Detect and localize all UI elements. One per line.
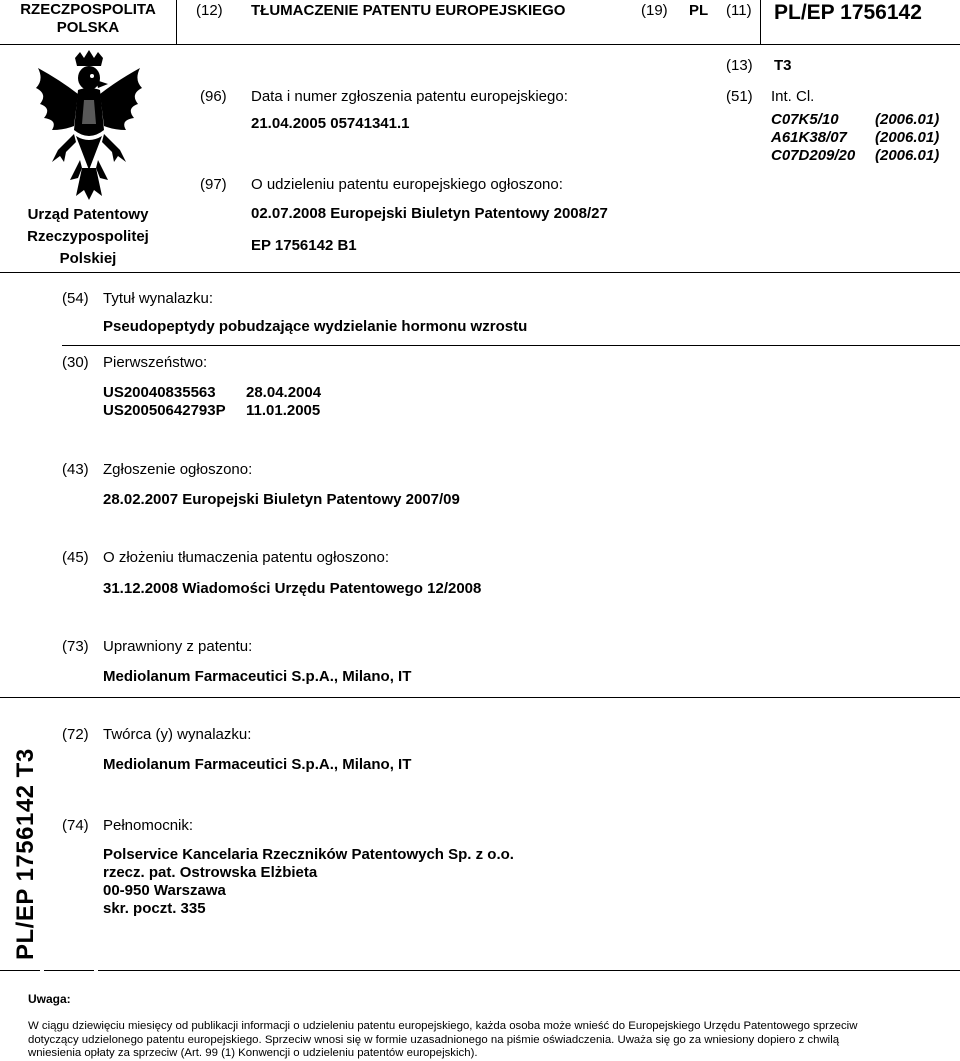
section-divider [0,697,960,698]
header-separator [760,0,761,44]
code-72: (72) [62,726,89,743]
section-divider [0,272,960,273]
ipc-version: (2006.01) [875,129,940,146]
patent-owner: Mediolanum Farmaceutici S.p.A., Milano, IT [103,668,412,685]
document-type: TŁUMACZENIE PATENTU EUROPEJSKIEGO [251,2,566,19]
patent-number: PL/EP 1756142 [774,1,922,24]
field-30-label: Pierwszeństwo: [103,354,208,371]
code-12: (12) [196,2,223,19]
code-74: (74) [62,817,89,834]
field-73-label: Uprawniony z patentu: [103,638,253,655]
field-97-label: O udzieleniu patentu europejskiego ogłoszono: [251,176,563,193]
ipc-version: (2006.01) [875,111,940,128]
patent-office-name [0,204,176,270]
priority-number: US20040835563 [103,384,216,401]
code-43: (43) [62,461,89,478]
note-text [28,1020,857,1061]
code-73: (73) [62,638,89,655]
attorney-line: skr. poczt. 335 [103,900,206,917]
attorney-line: 00-950 Warszawa [103,882,226,899]
inventor: Mediolanum Farmaceutici S.p.A., Milano, IT [103,756,412,773]
code-11: (11) [726,2,752,19]
priority-date: 11.01.2005 [246,402,321,419]
field-43-label: Zgłoszenie ogłoszono: [103,461,253,478]
side-patent-label: PL/EP 1756142 T3 [12,748,39,960]
attorney-line: Polservice Kancelaria Rzeczników Patentowych Sp. z o.o. [103,846,514,863]
invention-title: Pseudopeptydy pobudzające wydzielanie hormonu wzrostu [103,318,528,335]
note-line: W ciągu dziewięciu miesięcy od publikacji informacji o udzieleniu patentu europejskiego, każda osoba może wnieść do Europejskiego Urzędu Patentowego sprzeciw [28,1020,858,1032]
priority-numbers [103,384,226,420]
field-45-value: 31.12.2008 Wiadomości Urzędu Patentowego 12/2008 [103,580,482,597]
note-line: dotyczący udzielonego patentu europejskiego. Sprzeciw wnosi się w formie uzasadnionego na piśmie oświadczenia. Uważa się go za wniesiony dopiero z chwilą [28,1033,840,1046]
priority-number: US20050642793P [103,402,226,419]
code-54: (54) [62,290,89,307]
field-97-value: 02.07.2008 Europejski Biuletyn Patentowy 2008/27 [251,205,608,222]
footer-divider [0,970,40,971]
header-separator [176,0,177,44]
attorney-line: rzecz. pat. Ostrowska Elżbieta [103,864,318,881]
field-96-label: Data i numer zgłoszenia patentu europejskiego: [251,88,568,105]
field-54-label: Tytuł wynalazku: [103,290,214,307]
code-51: (51) [726,88,753,105]
polish-eagle-emblem [30,50,148,200]
ipc-code: C07K5/10 [771,111,839,128]
footer-divider [44,970,94,971]
office-line-3: Polskiej [59,250,117,267]
section-divider [62,345,960,346]
field-51-label: Int. Cl. [771,88,815,105]
code-45: (45) [62,549,89,566]
code-96: (96) [200,88,227,105]
code-19: (19) [641,2,668,19]
header-divider [0,44,960,45]
ipc-version: (2006.01) [875,147,940,164]
field-43-value: 28.02.2007 Europejski Biuletyn Patentowy 2007/09 [103,491,460,508]
kind-code: T3 [774,57,792,74]
field-72-label: Twórca (y) wynalazku: [103,726,252,743]
field-96-value: 21.04.2005 05741341.1 [251,115,410,132]
code-97: (97) [200,176,227,193]
country-name [0,1,176,37]
note-line: wniesienia opłaty za sprzeciw (Art. 99 (1) Konwencji o udzieleniu patentów europejskich). [28,1047,478,1059]
country-line-2: POLSKA [56,19,120,36]
office-line-2: Rzeczypospolitej [27,228,149,245]
footer-divider [98,970,960,971]
country-line-1: RZECZPOSPOLITA [20,1,156,18]
field-74-label: Pełnomocnik: [103,817,194,834]
ipc-versions [875,111,939,165]
priority-dates [246,384,321,420]
field-45-label: O złożeniu tłumaczenia patentu ogłoszono: [103,549,390,566]
ipc-code: C07D209/20 [771,147,856,164]
note-title: Uwaga: [28,992,71,1006]
publication-number: EP 1756142 B1 [251,237,357,254]
ipc-codes [771,111,855,165]
country-code: PL [689,2,709,19]
code-13: (13) [726,57,753,74]
attorney-block [103,846,514,918]
ipc-code: A61K38/07 [771,129,847,146]
priority-date: 28.04.2004 [246,384,322,401]
code-30: (30) [62,354,89,371]
office-line-1: Urząd Patentowy [27,206,149,223]
